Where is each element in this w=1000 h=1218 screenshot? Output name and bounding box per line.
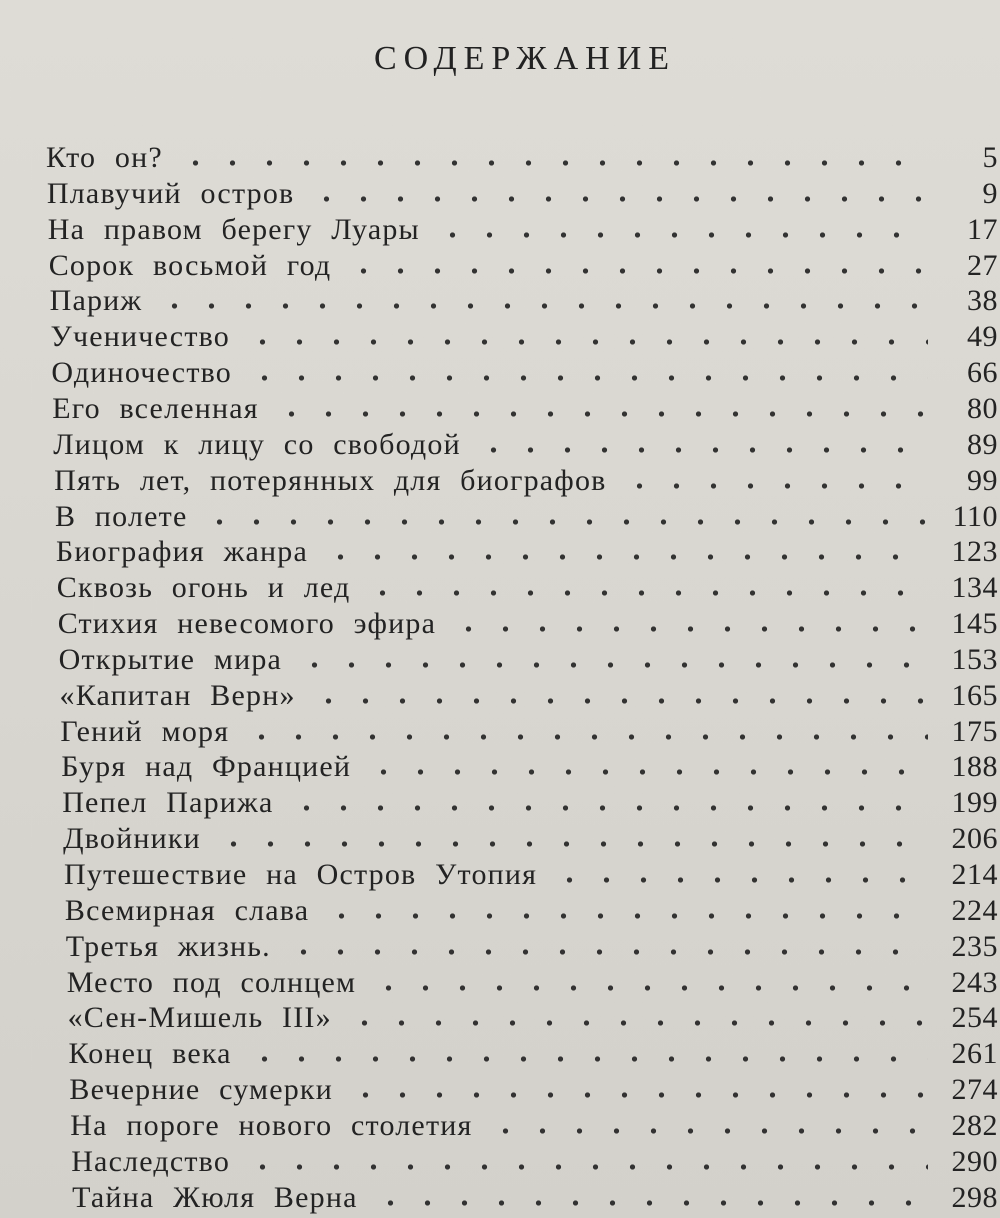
toc-entry-title: Наследство <box>71 1144 231 1178</box>
toc-entry <box>72 1180 998 1216</box>
page-title: СОДЕРЖАНИЕ <box>373 40 677 77</box>
toc-page-number: 224 <box>951 893 998 927</box>
toc-page-number: 206 <box>951 822 998 856</box>
dot-leader <box>201 517 928 527</box>
toc-page-number: 99 <box>966 463 998 497</box>
toc-entry-title: Конец века <box>68 1037 232 1071</box>
dot-leader <box>370 983 928 993</box>
dot-leader <box>246 373 928 383</box>
dot-leader <box>475 445 928 455</box>
toc-entry <box>51 355 998 391</box>
toc-page-number: 282 <box>951 1108 998 1142</box>
toc-entry-title: В полете <box>55 499 188 533</box>
dot-leader <box>273 409 928 419</box>
toc-entry-title: Сквозь огонь и лед <box>56 571 351 605</box>
dot-leader <box>215 839 928 849</box>
toc-entry-title: Ученичество <box>50 320 230 354</box>
toc-page-number: 243 <box>951 965 998 999</box>
toc-entry-title: Тайна Жюля Верна <box>72 1180 358 1214</box>
toc-entry-title: Гений моря <box>60 714 230 748</box>
toc-page-number: 27 <box>966 248 998 282</box>
toc-entry <box>67 965 998 1001</box>
toc-entry-title: Третья жизнь. <box>65 929 271 963</box>
toc-page-number: 89 <box>966 427 998 461</box>
toc-entry-title: Путешествие на Остров Утопия <box>64 858 538 891</box>
toc-page-number: 214 <box>951 858 998 891</box>
dot-leader <box>156 301 928 311</box>
toc-entry-title: Всемирная слава <box>64 893 310 927</box>
toc-entry <box>62 785 998 821</box>
toc-entry <box>71 1144 998 1180</box>
toc-entry-title: Вечерние сумерки <box>69 1073 333 1107</box>
toc-page-number: 17 <box>966 212 998 246</box>
dot-leader <box>246 1054 928 1064</box>
toc-entry <box>55 499 998 535</box>
toc-entry <box>53 427 998 463</box>
dot-leader <box>308 194 928 204</box>
toc-entry-title: Кто он? <box>46 141 163 174</box>
dot-leader <box>345 266 928 276</box>
dot-leader <box>244 337 928 347</box>
toc-page-number: 9 <box>982 176 998 210</box>
dot-leader <box>177 158 928 168</box>
toc-entry-title: Биография жанра <box>55 535 308 569</box>
toc-entry-title: Плавучий остров <box>46 176 295 210</box>
toc-entry <box>61 749 998 785</box>
toc-entry-title: Открытие мира <box>58 642 283 676</box>
toc-entry-title: «Капитан Верн» <box>59 678 296 712</box>
toc-entry <box>68 1000 998 1036</box>
dot-leader <box>323 911 928 921</box>
dot-leader <box>551 875 928 885</box>
toc-entry <box>56 534 998 570</box>
dot-leader <box>288 803 928 813</box>
dot-leader <box>487 1126 928 1136</box>
toc-entry <box>60 678 999 714</box>
dot-leader <box>621 481 928 491</box>
toc-entry-title: Буря над Францией <box>61 750 352 784</box>
toc-entry-title: Двойники <box>63 822 201 856</box>
toc-entry <box>58 606 998 642</box>
toc-entry <box>50 283 998 319</box>
toc-entry <box>66 929 998 965</box>
toc-page-number: 123 <box>951 535 998 569</box>
toc-page-number: 235 <box>951 929 998 963</box>
toc-entry <box>51 319 999 355</box>
toc-entry-title: Лицом к лицу со свободой <box>53 427 461 461</box>
dot-leader <box>364 588 928 598</box>
toc-page-number: 49 <box>967 320 998 354</box>
toc-page-number: 110 <box>952 499 998 533</box>
toc-entry-title: Стихия невесомого эфира <box>57 607 437 641</box>
toc-entry-title: Сорок восьмой год <box>48 248 332 282</box>
toc-entry-title: На пороге нового столетия <box>70 1108 473 1142</box>
toc-entry <box>70 1108 998 1144</box>
toc-entry <box>59 642 998 678</box>
toc-entry <box>54 463 998 499</box>
toc-entry <box>47 176 998 212</box>
toc-entry-title: Пять лет, потерянных для биографов <box>54 463 607 497</box>
toc-page-number: 188 <box>951 750 998 784</box>
toc-entry <box>57 570 998 606</box>
toc-entry-title: «Сен-Мишель III» <box>67 1001 332 1035</box>
dot-leader <box>285 947 928 957</box>
toc-entry <box>65 893 998 929</box>
dot-leader <box>347 1090 928 1100</box>
toc-entry <box>48 212 998 248</box>
toc-page-number: 175 <box>951 714 998 748</box>
dot-leader <box>243 732 928 742</box>
toc-entry-title: Париж <box>49 284 143 318</box>
toc-page-number: 290 <box>951 1144 998 1178</box>
dot-leader <box>450 624 928 634</box>
toc-page-number: 145 <box>951 607 998 641</box>
toc-entry-title: Пепел Парижа <box>62 786 274 820</box>
toc-entry-title: Одиночество <box>51 356 232 390</box>
toc-entry <box>60 714 998 750</box>
toc-entry <box>69 1072 998 1108</box>
toc-entry <box>46 140 998 176</box>
dot-leader <box>346 1018 928 1028</box>
toc-entry <box>69 1036 999 1072</box>
dot-leader <box>372 1198 928 1208</box>
toc-page-number: 274 <box>951 1073 998 1107</box>
toc-entry <box>49 248 998 284</box>
toc-entry <box>64 857 998 893</box>
toc-entry-title: Его вселенная <box>52 391 259 425</box>
toc-page-number: 134 <box>951 571 998 605</box>
toc-page-number: 199 <box>951 786 998 820</box>
dot-leader <box>365 767 928 777</box>
toc-page-number: 5 <box>982 141 998 174</box>
toc-page-number: 261 <box>951 1037 998 1071</box>
toc-page-number: 153 <box>951 642 998 676</box>
dot-leader <box>244 1162 928 1172</box>
toc-page-number: 254 <box>951 1001 998 1035</box>
dot-leader <box>322 552 928 562</box>
toc-page-number: 298 <box>951 1180 998 1214</box>
toc-entry <box>52 391 998 427</box>
toc-page-number: 38 <box>966 284 998 318</box>
toc-entry-title: Место под солнцем <box>66 965 357 999</box>
dot-leader <box>434 230 928 240</box>
dot-leader <box>296 660 928 670</box>
toc-entry <box>63 821 998 857</box>
toc-page-number: 165 <box>951 678 998 712</box>
toc-page-number: 80 <box>966 391 998 425</box>
toc-page-number: 66 <box>966 356 998 390</box>
toc-entry-title: На правом берегу Луары <box>47 212 420 246</box>
dot-leader <box>310 696 928 706</box>
